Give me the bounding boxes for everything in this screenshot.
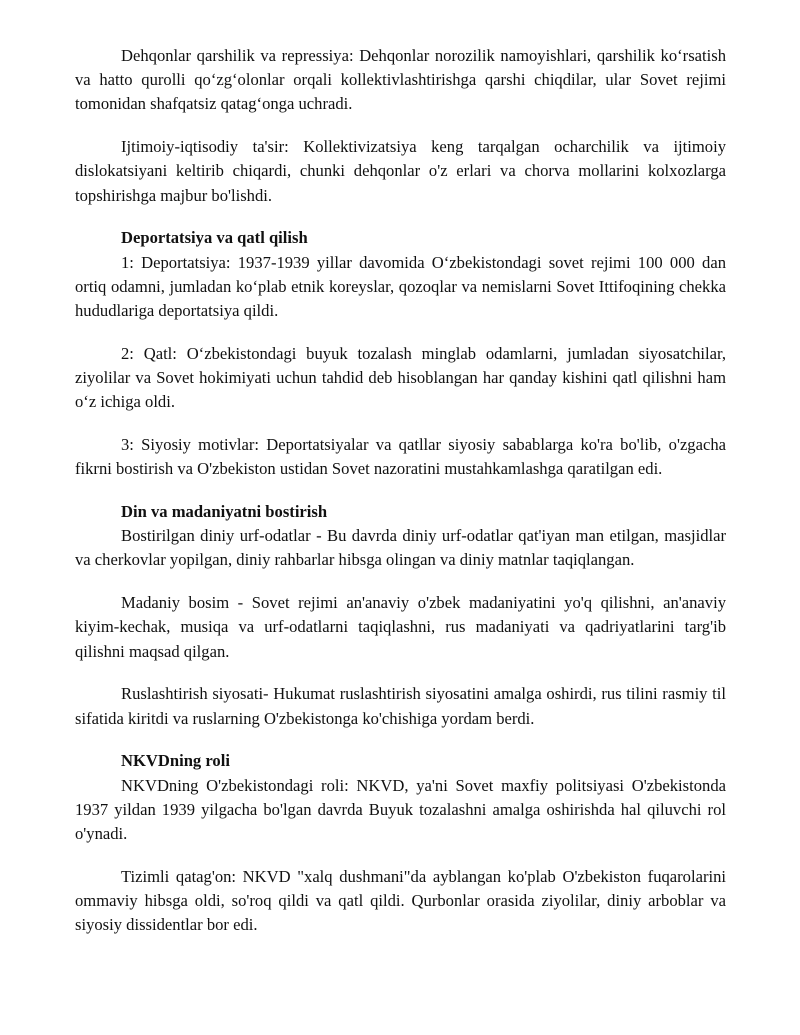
paragraph-systematic-repression: Tizimli qatag'on: NKVD "xalq dushmani"da ayblangan ko'plab O'zbekiston fuqarolarini ommaviy hibsga oldi, so'roq qildi va qatl qildi. Qurbonlar orasida ziyolilar, diniy arboblar va siyosiy dissidentlar bor edi.	[75, 866, 726, 935]
section-heading-deportation: Deportatsiya va qatl qilish	[121, 228, 308, 248]
document-page	[75, 44, 726, 937]
paragraph-nkvd-role: NKVDning O'zbekistondagi roli: NKVD, ya'ni Sovet maxfiy politsiyasi O'zbekistonda 1937 yildan 1939 yilgacha bo'lgan davrda Buyuk tozalashni amalga oshirishda hal qiluvchi rol o'ynadi.	[75, 775, 726, 844]
paragraph-cultural-pressure: Madaniy bosim - Sovet rejimi an'anaviy o'zbek madaniyatini yo'q qilishni, an'anaviy kiyim-kechak, musiqa va urf-odatlarni taqiqlashni, rus madaniyati va qadriyatlarini targ'ib qilishni maqsad qilgan.	[75, 593, 726, 661]
paragraph-execution: 2: Qatl: O‘zbekistondagi buyuk tozalash minglab odamlarni, jumladan siyosatchilar, ziyolilar va Sovet hokimiyati uchun tahdid deb hisoblangan har qanday kishini qatl qilishni ham o‘z ichiga oldi.	[75, 343, 726, 412]
paragraph-political-motives: 3: Siyosiy motivlar: Deportatsiyalar va qatllar siyosiy sabablarga ko'ra bo'lib, o'zgacha fikrni bostirish va O'zbekiston ustidan Sovet nazoratini mustahkamlashga qaratilgan edi.	[75, 435, 726, 479]
paragraph-religious-suppression: Bostirilgan diniy urf-odatlar - Bu davrda diniy urf-odatlar qat'iyan man etilgan, masjidlar va cherkovlar yopilgan, diniy rahbarlar hibsga olingan va diniy matnlar taqiqlangan.	[75, 526, 726, 570]
paragraph-peasant-resistance: Dehqonlar qarshilik va repressiya: Dehqonlar norozilik namoyishlari, qarshilik ko‘rsatish va hatto qurolli qo‘zg‘olonlar orqali kollektivlashtirishga qarshi chiqdilar, ular Sovet rejimi tomonidan shafqatsiz qatag‘onga uchradi.	[75, 46, 726, 114]
paragraph-russification: Ruslashtirish siyosati- Hukumat ruslashtirish siyosatini amalga oshirdi, rus tilini rasmiy til sifatida kiritdi va ruslarning O'zbekistonga ko'chishiga yordam berdi.	[75, 684, 726, 728]
paragraph-socioeconomic-impact: Ijtimoiy-iqtisodiy ta'sir: Kollektivizatsiya keng tarqalgan ocharchilik va ijtimoiy dislokatsiyani keltirib chiqardi, chunki dehqonlar o'z erlari va chorva mollarini kolxozlarga topshirishga majbur bo'lishdi.	[75, 137, 726, 205]
section-heading-nkvd: NKVDning roli	[121, 751, 230, 771]
section-heading-religion-culture: Din va madaniyatni bostirish	[121, 502, 328, 522]
paragraph-deportation: 1: Deportatsiya: 1937-1939 yillar davomida O‘zbekistondagi sovet rejimi 100 000 dan ortiq odamni, jumladan ko‘plab etnik koreyslar, qozoqlar va nemislarni Sovet Ittifoqining chekka hududlariga deportatsiya qildi.	[75, 252, 726, 321]
